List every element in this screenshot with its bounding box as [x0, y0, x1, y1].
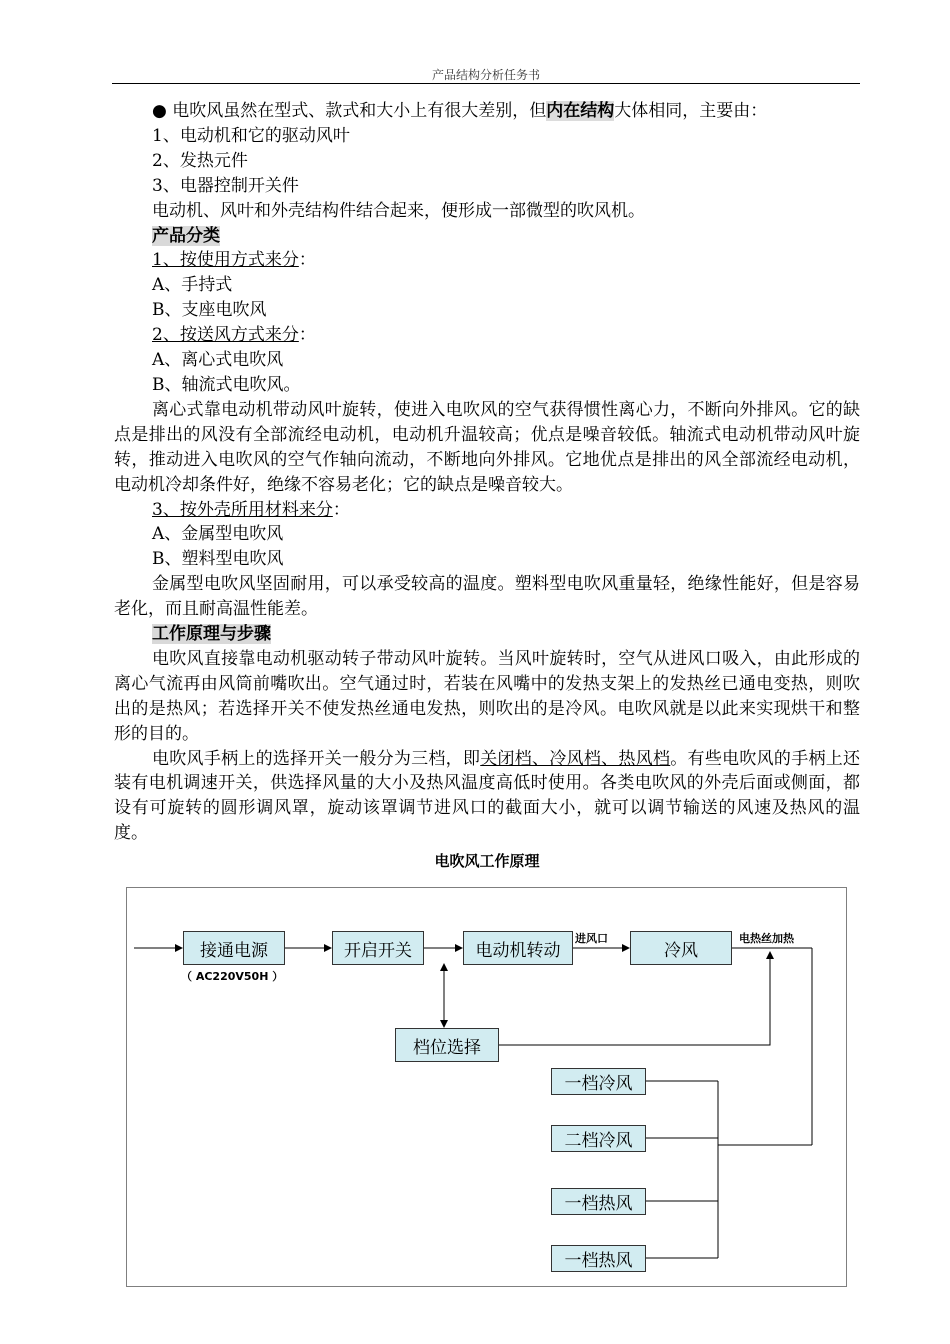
- section-heading-principle: 工作原理与步骤: [152, 624, 271, 645]
- gear-modes-underlined: 关闭档、冷风档、热风档: [480, 748, 671, 769]
- node-gear-2-cold: 二档冷风: [551, 1125, 646, 1152]
- section-heading-classification: 产品分类: [152, 225, 220, 246]
- node-motor-rotation: 电动机转动: [463, 931, 573, 965]
- arrow-gear-to-heat: [499, 952, 770, 1045]
- paragraph-material-types: 金属型电吹风坚固耐用，可以承受较高的温度。塑料型电吹风重量轻，绝缘性能好，但是容易老化，而且耐高温性能差。: [114, 574, 860, 620]
- label-air-inlet: 进风口: [575, 932, 608, 945]
- node-gear-1-hot-second: 一档热风: [551, 1245, 646, 1272]
- intro-lead: ● 电吹风虽然在型式、款式和大小上有很大差别，但内在结构大体相同，主要由：: [152, 101, 768, 121]
- label-voltage: （ AC220V50H ）: [181, 970, 284, 983]
- subheading-by-air: 2、按送风方式来分：: [152, 325, 316, 346]
- list-item: B、塑料型电吹风: [152, 549, 284, 570]
- subheading-by-use: 1、按使用方式来分：: [152, 250, 316, 271]
- intro-item: 2、发热元件: [152, 150, 248, 171]
- bullet: ●: [152, 101, 167, 121]
- intro-item: 3、电器控制开关件: [152, 175, 299, 196]
- list-item: A、离心式电吹风: [152, 350, 284, 371]
- list-item: A、手持式: [152, 275, 233, 296]
- highlight-inner-structure: 内在结构: [546, 101, 615, 121]
- page-header: 产品结构分析任务书: [431, 68, 540, 82]
- intro-item: 1、电动机和它的驱动风叶: [152, 125, 350, 146]
- list-item: B、支座电吹风: [152, 300, 267, 321]
- intro-summary: 电动机、风叶和外壳结构件结合起来，便形成一部微型的吹风机。: [152, 200, 645, 221]
- paragraph-air-types: 离心式靠电动机带动风叶旋转，使进入电吹风的空气获得惯性离心力，不断向外排风。它的缺点是排出的风没有全部流经电动机，电动机升温较高；优点是噪音较低。轴流式电动机带动风叶旋转，推动进入电吹风的空气作轴向流动，不断地向外排风。它地优点是排出的风全部流经电动机，电动机冷却条件好，绝缘不容易老化；它的缺点是噪音较大。: [114, 399, 860, 495]
- node-power-on: 接通电源: [183, 931, 285, 965]
- node-gear-select: 档位选择: [395, 1028, 499, 1062]
- paragraph-principle-1: 电吹风直接靠电动机驱动转子带动风叶旋转。当风叶旋转时，空气从进风口吸入，由此形成的离心气流再由风筒前嘴吹出。空气通过时，若装在风嘴中的发热支架上的发热丝已通电变热，则吹出的是热风；若选择开关不使发热丝通电发热，则吹出的是冷风。电吹风就是以此来实现烘干和整形的目的。: [114, 648, 860, 744]
- node-gear-1-cold: 一档冷风: [551, 1068, 646, 1095]
- subheading-by-material: 3、按外壳所用材料来分：: [152, 499, 350, 520]
- header-rule: [112, 83, 860, 84]
- list-item: B、轴流式电吹风。: [152, 374, 301, 395]
- document-body: [114, 99, 860, 846]
- label-heating-wire: 电热丝加热: [739, 932, 794, 945]
- flowchart-title: 电吹风工作原理: [434, 852, 540, 870]
- paragraph-principle-2: 电吹风手柄上的选择开关一般分为三档，即关闭档、冷风档、热风档。有些电吹风的手柄上还装有电机调速开关，供选择风量的大小及热风温度高低时使用。各类电吹风的外壳后面或侧面，都设有可旋转的圆形调风罩，旋动该罩调节进风口的截面大小，就可以调节输送的风速及热风的温度。: [114, 748, 861, 844]
- node-gear-1-hot: 一档热风: [551, 1188, 646, 1215]
- flowchart: [126, 887, 847, 1287]
- list-item: A、金属型电吹风: [152, 524, 284, 545]
- node-cold-air: 冷风: [630, 931, 732, 965]
- node-open-switch: 开启开关: [332, 931, 424, 965]
